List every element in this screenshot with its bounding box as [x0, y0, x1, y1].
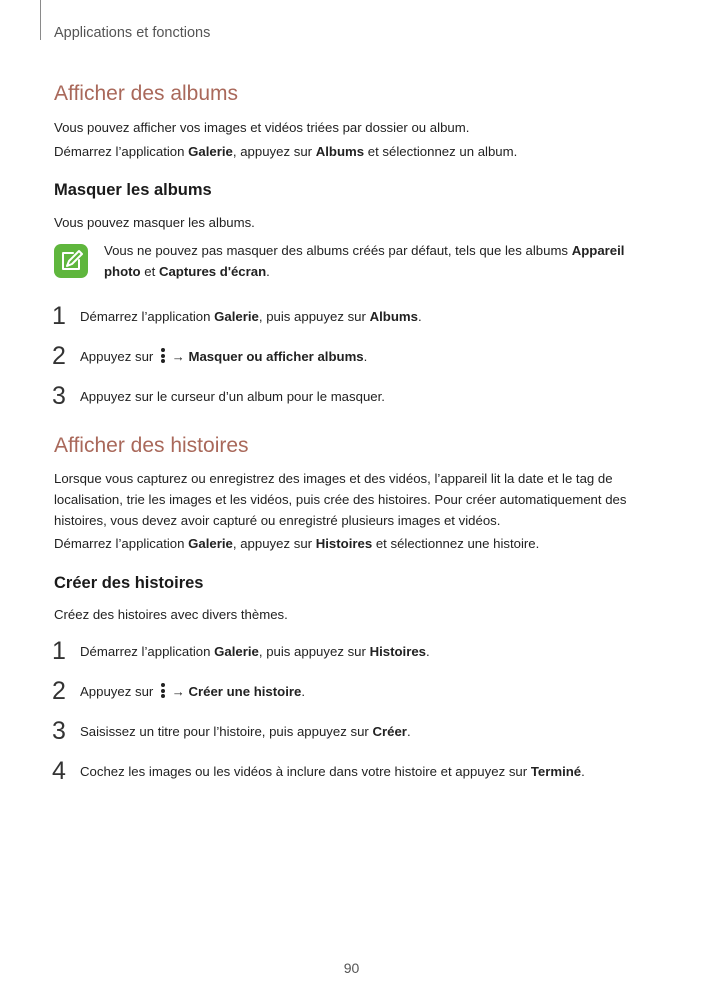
step-number: 1 [52, 637, 66, 665]
step-text: Appuyez sur → Créer une histoire. [80, 684, 306, 699]
step-number: 3 [52, 382, 66, 410]
section-title-albums: Afficher des albums [54, 82, 239, 105]
step-number: 2 [52, 677, 66, 705]
page-header: Applications et fonctions [54, 25, 211, 41]
albums-intro: Vous pouvez afficher vos images et vidéos triées par dossier ou album. [54, 120, 470, 135]
step-item [52, 342, 652, 370]
subsection-title-create-stories: Créer des histoires [54, 574, 204, 592]
step-text: Appuyez sur → Masquer ou afficher albums. [80, 349, 368, 364]
step-item [52, 717, 652, 745]
section-title-stories: Afficher des histoires [54, 434, 249, 457]
step-text: Saisissez un titre pour l’histoire, puis appuyez sur Créer. [80, 724, 411, 739]
step-number: 1 [52, 302, 66, 330]
step-item [52, 757, 652, 785]
subsection-title-hide-albums: Masquer les albums [54, 181, 212, 199]
step-text: Démarrez l’application Galerie, puis appuyez sur Albums. [80, 309, 422, 324]
stories-intro: Lorsque vous capturez ou enregistrez des images et des vidéos, l’appareil lit la date et le tag de localisation, trie les images et les vidéos, puis crée des histoires. Pour créer automatiquement des histoires, vous devez avoir capturé ou enregistré plusieurs images et vidéos. [54, 471, 627, 528]
note-text: Vous ne pouvez pas masquer des albums créés par défaut, tels que les albums Appareil photo et Captures d'écran. [104, 243, 625, 279]
step-text: Démarrez l’application Galerie, puis appuyez sur Histoires. [80, 644, 430, 659]
create-stories-intro: Créez des histoires avec divers thèmes. [54, 607, 288, 622]
more-options-icon [160, 683, 166, 698]
step-item [52, 302, 652, 330]
step-number: 4 [52, 757, 66, 785]
step-number: 3 [52, 717, 66, 745]
step-number: 2 [52, 342, 66, 370]
step-item [52, 637, 652, 665]
note-icon [54, 244, 88, 278]
hide-albums-intro: Vous pouvez masquer les albums. [54, 215, 255, 230]
stories-instructions: Démarrez l’application Galerie, appuyez sur Histoires et sélectionnez une histoire. [54, 536, 540, 551]
step-item [52, 382, 652, 410]
step-text: Cochez les images ou les vidéos à inclure dans votre histoire et appuyez sur Terminé. [80, 764, 585, 779]
page-number: 90 [343, 960, 360, 976]
header-divider [40, 0, 41, 40]
step-item [52, 677, 652, 705]
more-options-icon [160, 348, 166, 363]
step-text: Appuyez sur le curseur d’un album pour le masquer. [80, 389, 385, 404]
albums-instructions: Démarrez l’application Galerie, appuyez sur Albums et sélectionnez un album. [54, 144, 518, 159]
